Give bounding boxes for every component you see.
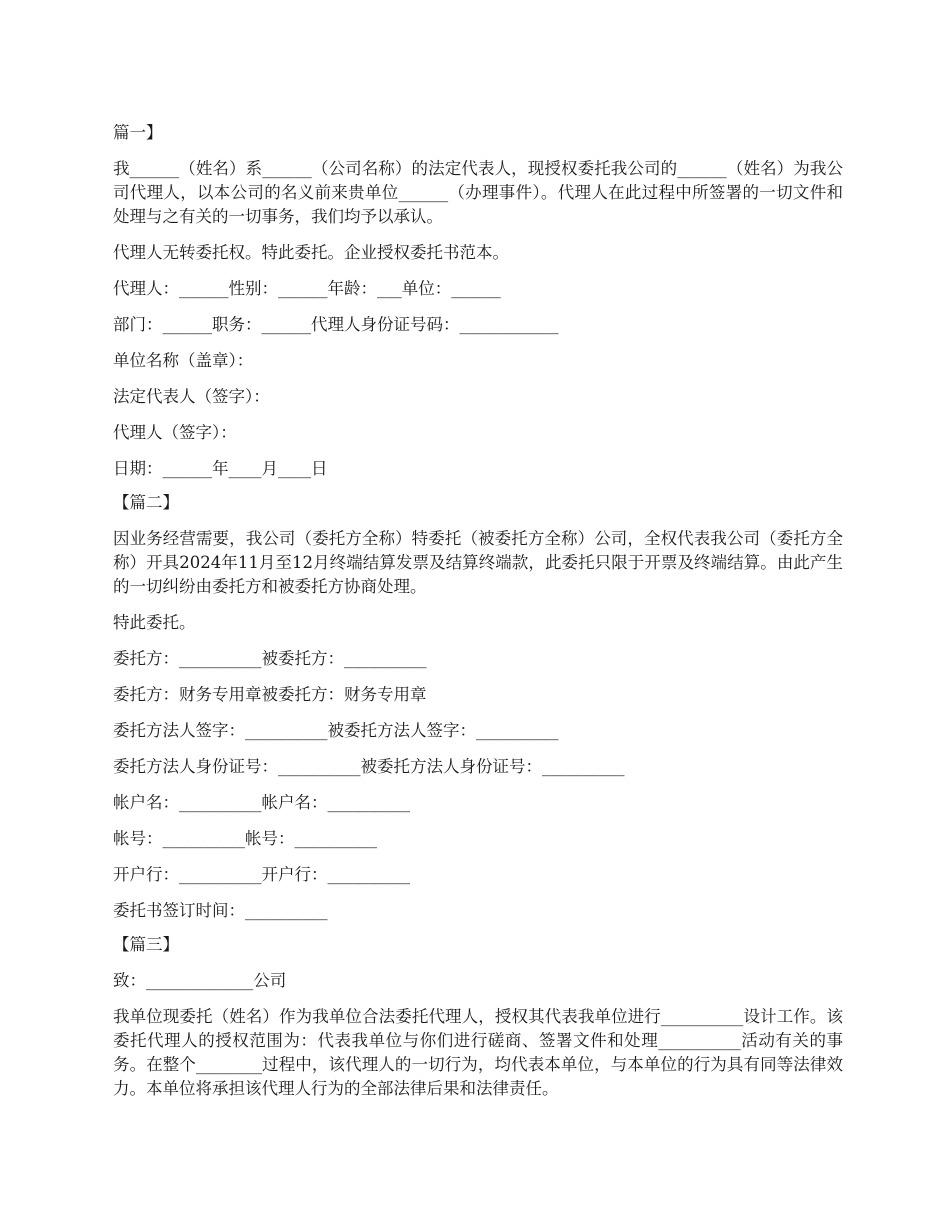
paragraph: 因业务经营需要，我公司（委托方全称）特委托（被委托方全称）公司，全权代表我公司（委托方全称）开具2024年11月至12月终端结算发票及结算终端款，此委托只限于开票及终端结算。由此产生的一切纠纷由委托方和被委托方协商处理。 <box>113 529 843 596</box>
form-line: 法定代表人（签字）： <box>113 387 270 406</box>
form-line: 致：_____________公司 <box>113 971 287 990</box>
form-line: 委托方法人签字：__________被委托方法人签字：__________ <box>113 721 559 740</box>
paragraph: 我单位现委托（姓名）作为我单位合法委托代理人，授权其代表我单位进行__________设计工作。该委托代理人的授权范围为：代表我单位与你们进行磋商、签署文件和处理__________活动有关的事务。在整个________过程中，该代理人的一切行为，均代表本单位，与本单位的行为具有同等法律效力。本单位将承担该代理人行为的全部法律后果和法律责任。 <box>113 1007 843 1098</box>
form-line: 委托方法人身份证号：__________被委托方法人身份证号：__________ <box>113 757 625 776</box>
form-line: 帐号：__________帐号：__________ <box>113 829 377 848</box>
form-line: 代理人：______性别：______年龄：___单位：______ <box>113 279 501 298</box>
paragraph: 我______（姓名）系______（公司名称）的法定代表人，现授权委托我公司的______（姓名）为我公司代理人，以本公司的名义前来贵单位______（办理事件）。代理人在此过程中所签署的一切文件和处理与之有关的一切事务，我们均予以承认。 <box>113 159 843 226</box>
document-page <box>113 121 843 1113</box>
form-line: 日期：______年____月____日 <box>113 459 328 478</box>
section-heading-2: 【篇二】 <box>113 493 179 512</box>
form-line: 单位名称（盖章）： <box>113 351 254 370</box>
form-line: 部门：______职务：______代理人身份证号码：____________ <box>113 315 559 334</box>
paragraph: 代理人无转委托权。特此委托。企业授权委托书范本。 <box>113 243 509 262</box>
form-line: 代理人（签字）： <box>113 423 237 442</box>
paragraph: 特此委托。 <box>113 613 196 632</box>
form-line: 委托方：__________被委托方：__________ <box>113 649 427 668</box>
section-heading-1: 篇一】 <box>113 123 163 142</box>
form-line: 委托书签订时间：__________ <box>113 901 328 920</box>
form-line: 帐户名：__________帐户名：__________ <box>113 793 410 812</box>
form-line: 开户行：__________开户行：__________ <box>113 865 410 884</box>
form-line: 委托方：财务专用章被委托方：财务专用章 <box>113 685 427 704</box>
section-heading-3: 【篇三】 <box>113 935 179 954</box>
